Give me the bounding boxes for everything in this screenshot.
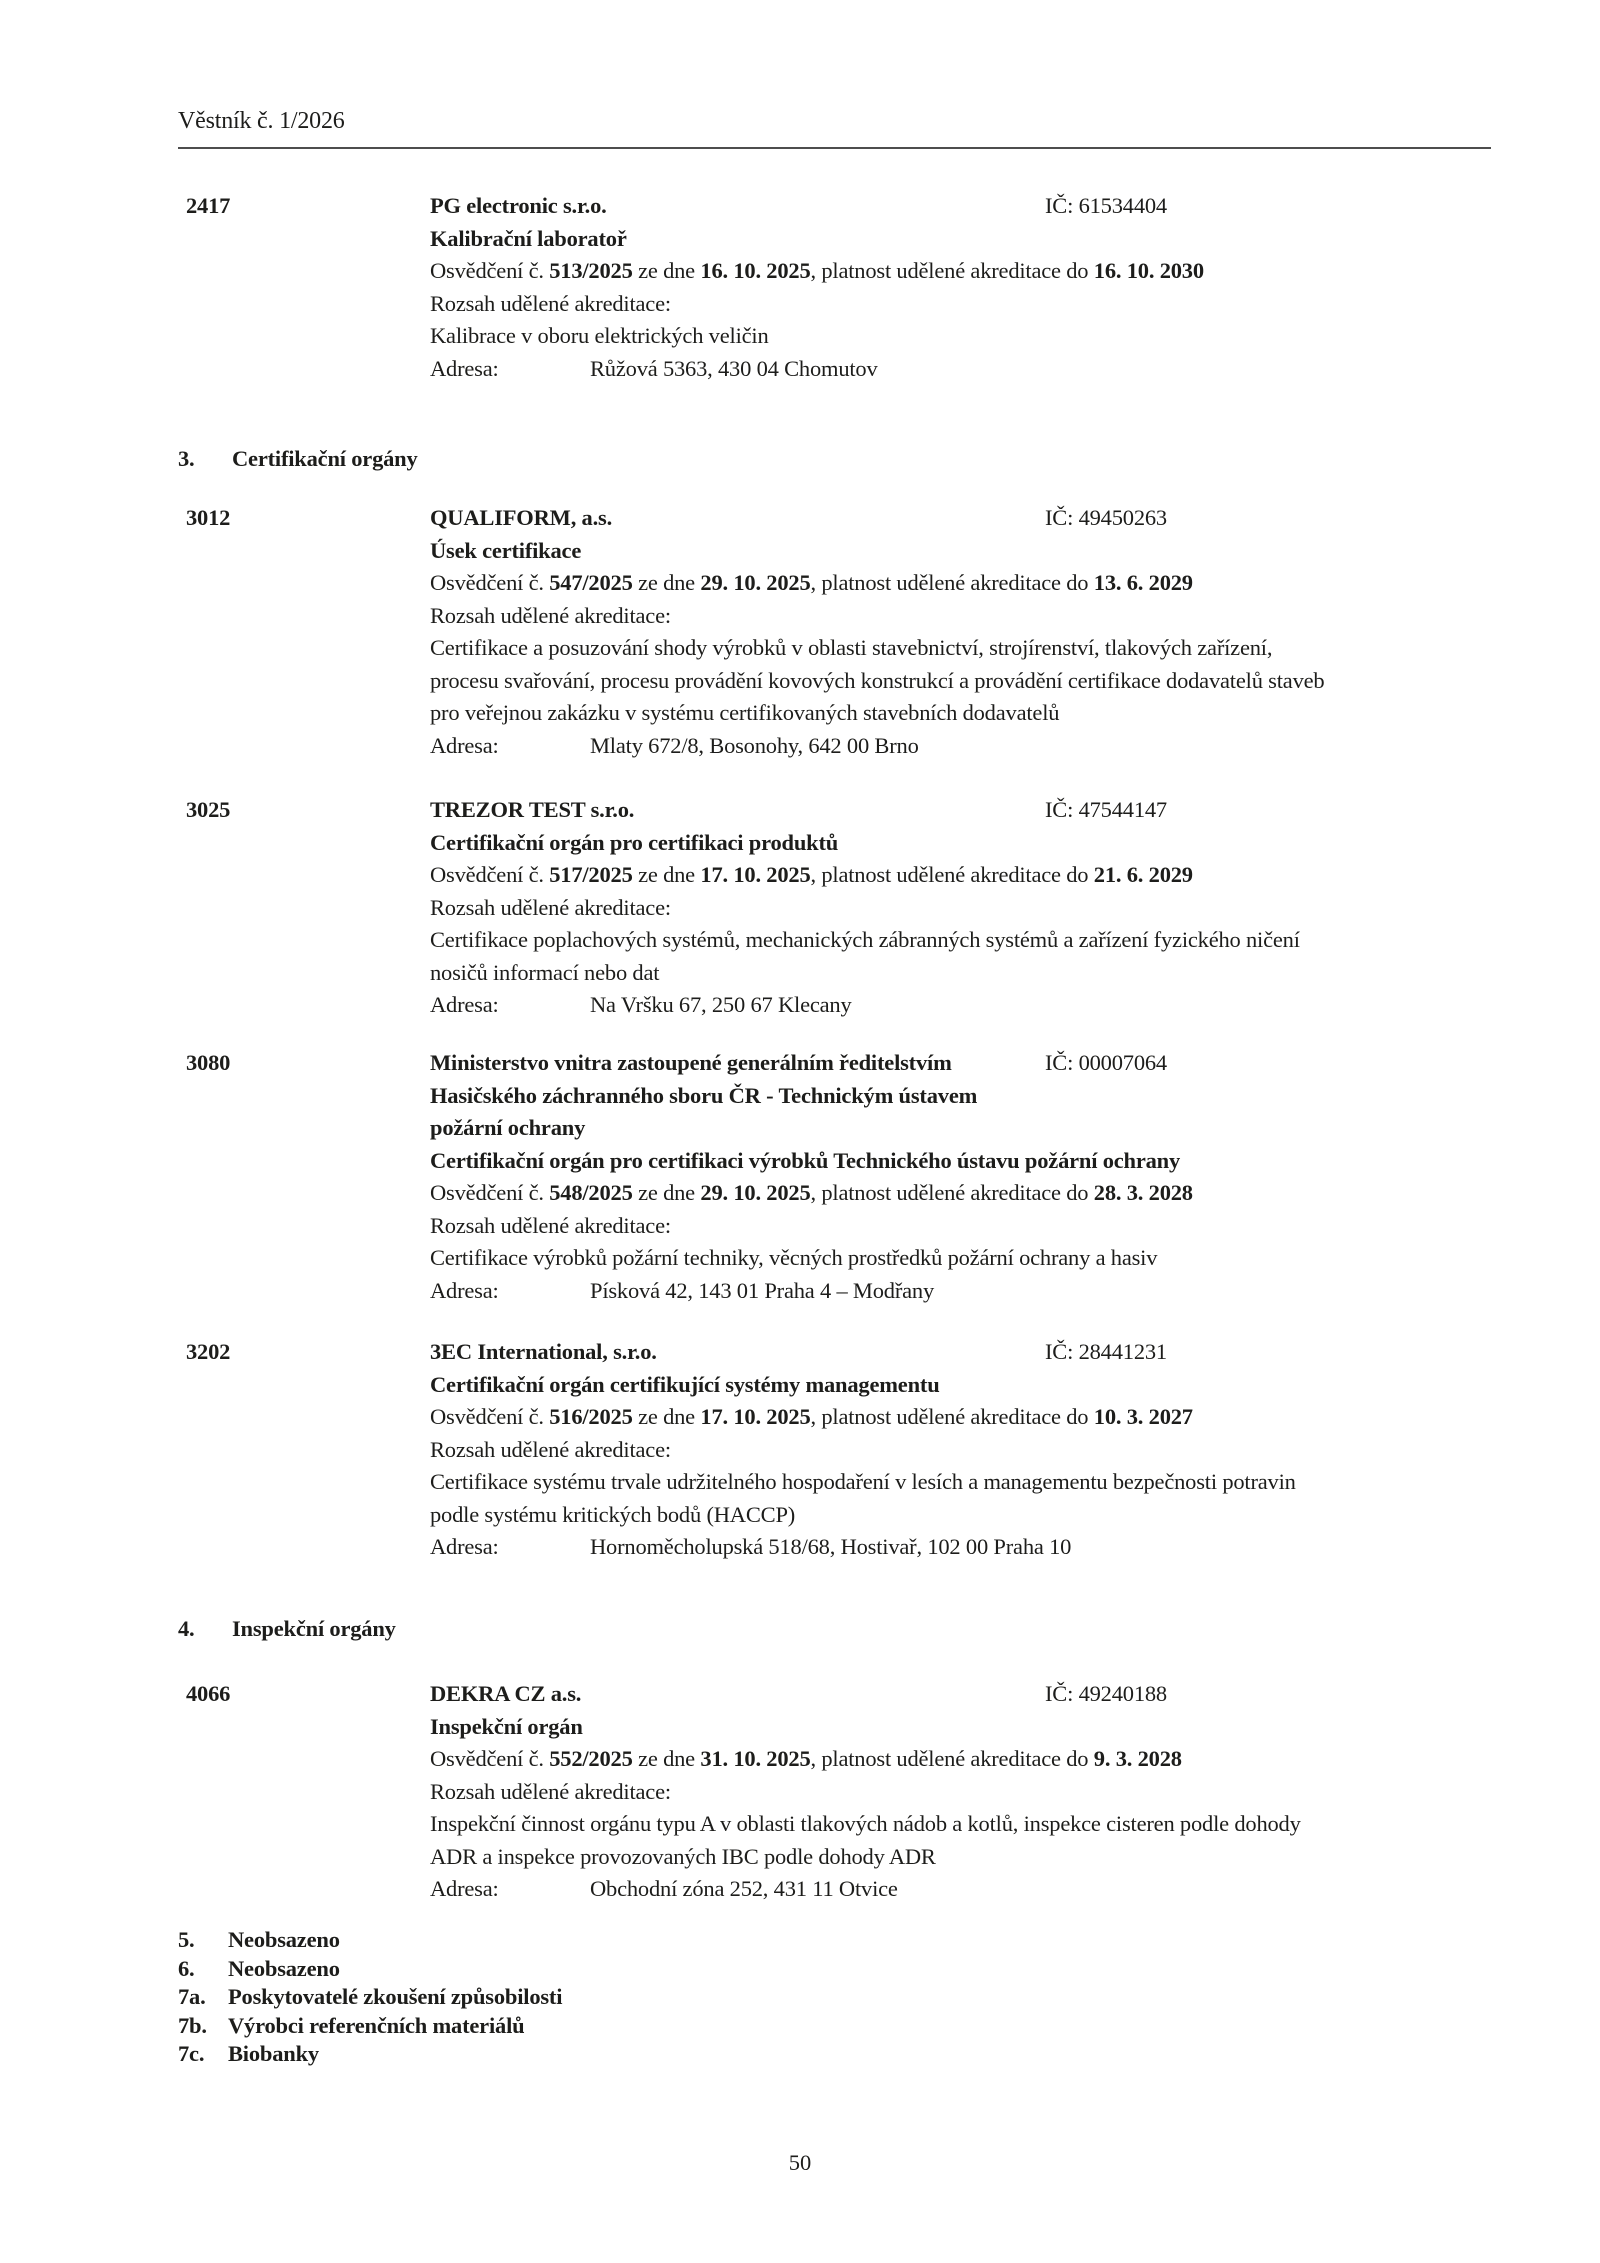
list-item-label: Výrobci referenčních materiálů — [228, 2012, 525, 2038]
certificate-issue-date: 29. 10. 2025 — [700, 570, 811, 595]
certificate-valid-until: 13. 6. 2029 — [1093, 570, 1193, 595]
bottom-section-list — [178, 1926, 1498, 2069]
list-item-label: Neobsazeno — [228, 1927, 340, 1952]
address-label: Adresa: — [430, 355, 499, 381]
list-item-number: 7b. — [178, 2012, 207, 2038]
scope-label: Rozsah udělené akreditace: — [430, 894, 671, 920]
entry-name: TREZOR TEST s.r.o. — [430, 797, 635, 822]
address-label: Adresa: — [430, 992, 499, 1017]
certificate-mid2: , platnost udělené akreditace do — [810, 862, 1094, 887]
certificate-line — [430, 1743, 1498, 1776]
certificate-valid-until: 28. 3. 2028 — [1093, 1180, 1193, 1205]
address-line — [430, 1275, 1498, 1308]
certificate-number: 552/2025 — [549, 1746, 633, 1771]
entry-ic-number: IČ: 28441231 — [1045, 1339, 1167, 1364]
list-item-label: Neobsazeno — [228, 1955, 340, 1981]
address-line — [430, 353, 1498, 386]
address-value: Na Vršku 67, 250 67 Klecany — [590, 992, 852, 1017]
address-value: Obchodní zóna 252, 431 11 Otvice — [590, 1876, 898, 1901]
list-item-label: Poskytovatelé zkoušení způsobilosti — [228, 1984, 563, 2009]
certificate-prefix: Osvědčení č. — [430, 258, 550, 283]
entry-name: Ministerstvo vnitra zastoupené generálním ředitelstvím — [430, 1050, 952, 1075]
list-item — [178, 1983, 1498, 2012]
certificate-number: 517/2025 — [549, 862, 633, 887]
certificate-prefix: Osvědčení č. — [430, 570, 550, 595]
address-value: Mlaty 672/8, Bosonohy, 642 00 Brno — [590, 732, 919, 758]
certificate-number: 548/2025 — [549, 1180, 633, 1205]
scope-line: Certifikace poplachových systémů, mechanických zábranných systémů a zařízení fyzického ničení — [430, 927, 1300, 952]
accreditation-entry-3012 — [178, 502, 1498, 762]
address-label: Adresa: — [430, 1277, 499, 1303]
scope-label: Rozsah udělené akreditace: — [430, 290, 671, 316]
certificate-line — [430, 1401, 1498, 1434]
certificate-issue-date: 17. 10. 2025 — [700, 1404, 811, 1429]
certificate-mid2: , platnost udělené akreditace do — [810, 1746, 1094, 1771]
certificate-prefix: Osvědčení č. — [430, 1180, 550, 1205]
entry-id: 3012 — [186, 505, 231, 530]
entry-name: Hasičského záchranného sboru ČR - Technickým ústavem — [430, 1082, 978, 1108]
section-heading-inspection-bodies — [178, 1613, 1498, 1646]
certificate-mid2: , platnost udělené akreditace do — [810, 258, 1094, 283]
certificate-line — [430, 255, 1498, 288]
page-number: 50 — [788, 2150, 812, 2175]
entry-subtitle: Certifikační orgán certifikující systémy managementu — [430, 1371, 940, 1397]
entry-ic-number: IČ: 47544147 — [1045, 797, 1167, 822]
certificate-issue-date: 17. 10. 2025 — [700, 862, 811, 887]
entry-name: QUALIFORM, a.s. — [430, 505, 612, 530]
page-header-title: Věstník č. 1/2026 — [178, 108, 345, 134]
certificate-valid-until: 9. 3. 2028 — [1093, 1746, 1182, 1771]
scope-label: Rozsah udělené akreditace: — [430, 1778, 671, 1804]
certificate-line — [430, 859, 1498, 892]
scope-line: Inspekční činnost orgánu typu A v oblasti tlakových nádob a kotlů, inspekce cisteren podle dohody — [430, 1811, 1301, 1836]
list-item-number: 5. — [178, 1927, 195, 1952]
entry-ic-number: IČ: 00007064 — [1045, 1050, 1167, 1075]
certificate-mid2: , platnost udělené akreditace do — [810, 1404, 1094, 1429]
list-item-label: Biobanky — [228, 2041, 319, 2066]
certificate-mid1: ze dne — [632, 258, 701, 283]
section-title: Certifikační orgány — [232, 446, 418, 471]
certificate-mid1: ze dne — [632, 1746, 701, 1771]
scope-line: ADR a inspekce provozovaných IBC podle dohody ADR — [430, 1843, 936, 1869]
list-item — [178, 1955, 1498, 1984]
entry-name: PG electronic s.r.o. — [430, 193, 607, 218]
entry-id: 3080 — [186, 1050, 231, 1075]
entry-subtitle: Certifikační orgán pro certifikaci produktů — [430, 829, 839, 855]
address-value: Růžová 5363, 430 04 Chomutov — [590, 355, 878, 381]
certificate-mid2: , platnost udělené akreditace do — [810, 1180, 1094, 1205]
certificate-valid-until: 10. 3. 2027 — [1093, 1404, 1193, 1429]
accreditation-entry-4066 — [178, 1678, 1498, 1906]
entry-ic-number: IČ: 49450263 — [1045, 505, 1167, 530]
certificate-prefix: Osvědčení č. — [430, 1404, 550, 1429]
certificate-issue-date: 29. 10. 2025 — [700, 1180, 811, 1205]
list-item — [178, 1926, 1498, 1955]
scope-label: Rozsah udělené akreditace: — [430, 602, 671, 628]
scope-line: Certifikace výrobků požární techniky, věcných prostředků požární ochrany a hasiv — [430, 1245, 1158, 1270]
list-item-number: 7c. — [178, 2041, 205, 2066]
entry-ic-number: IČ: 61534404 — [1045, 193, 1167, 218]
list-item — [178, 2012, 1498, 2041]
entry-name: požární ochrany — [430, 1115, 586, 1140]
scope-label: Rozsah udělené akreditace: — [430, 1436, 671, 1462]
certificate-line — [430, 1177, 1498, 1210]
entry-ic-number: IČ: 49240188 — [1045, 1681, 1167, 1706]
certificate-line — [430, 567, 1498, 600]
scope-line: procesu svařování, procesu provádění kovových konstrukcí a provádění certifikace dodavatelů staveb — [430, 667, 1325, 693]
list-item — [178, 2040, 1498, 2069]
address-label: Adresa: — [430, 1876, 499, 1901]
address-line — [430, 730, 1498, 763]
certificate-prefix: Osvědčení č. — [430, 1746, 550, 1771]
scope-line: nosičů informací nebo dat — [430, 959, 660, 985]
entry-name: DEKRA CZ a.s. — [430, 1681, 582, 1706]
entry-subtitle: Kalibrační laboratoř — [430, 225, 627, 251]
certificate-number: 547/2025 — [549, 570, 633, 595]
address-line — [430, 989, 1498, 1022]
scope-line: podle systému kritických bodů (HACCP) — [430, 1501, 796, 1527]
scope-line: Kalibrace v oboru elektrických veličin — [430, 323, 769, 348]
certificate-valid-until: 16. 10. 2030 — [1093, 258, 1204, 283]
certificate-prefix: Osvědčení č. — [430, 862, 550, 887]
certificate-valid-until: 21. 6. 2029 — [1093, 862, 1193, 887]
certificate-mid2: , platnost udělené akreditace do — [810, 570, 1094, 595]
address-value: Písková 42, 143 01 Praha 4 – Modřany — [590, 1277, 935, 1303]
entry-subtitle: Úsek certifikace — [430, 537, 582, 563]
header-rule — [178, 147, 1491, 149]
entry-id: 2417 — [186, 193, 231, 218]
accreditation-entry-2417 — [178, 190, 1498, 385]
entry-id: 4066 — [186, 1681, 231, 1706]
entry-subtitle: Inspekční orgán — [430, 1713, 583, 1739]
certificate-number: 513/2025 — [549, 258, 633, 283]
entry-subtitle: Certifikační orgán pro certifikaci výrobků Technického ústavu požární ochrany — [430, 1147, 1181, 1173]
entry-id: 3202 — [186, 1339, 231, 1364]
address-line — [430, 1873, 1498, 1906]
list-item-number: 6. — [178, 1955, 195, 1981]
section-number: 4. — [178, 1616, 195, 1641]
address-line — [430, 1531, 1498, 1564]
certificate-mid1: ze dne — [632, 1180, 701, 1205]
scope-line: pro veřejnou zakázku v systému certifikovaných stavebních dodavatelů — [430, 700, 1060, 725]
scope-label: Rozsah udělené akreditace: — [430, 1212, 671, 1238]
certificate-mid1: ze dne — [632, 862, 701, 887]
entry-id: 3025 — [186, 797, 231, 822]
section-number: 3. — [178, 446, 195, 471]
address-label: Adresa: — [430, 1534, 499, 1559]
certificate-mid1: ze dne — [632, 570, 701, 595]
entry-name: 3EC International, s.r.o. — [430, 1339, 657, 1364]
accreditation-entry-3025 — [178, 794, 1498, 1022]
certificate-mid1: ze dne — [632, 1404, 701, 1429]
scope-line: Certifikace a posuzování shody výrobků v oblasti stavebnictví, strojírenství, tlakových zařízení, — [430, 635, 1273, 660]
accreditation-entry-3202 — [178, 1336, 1498, 1564]
certificate-number: 516/2025 — [549, 1404, 633, 1429]
address-value: Hornoměcholupská 518/68, Hostivař, 102 00 Praha 10 — [590, 1534, 1072, 1559]
section-heading-certification-bodies — [178, 443, 1498, 476]
certificate-issue-date: 31. 10. 2025 — [700, 1746, 811, 1771]
scope-line: Certifikace systému trvale udržitelného hospodaření v lesích a managementu bezpečnosti potravin — [430, 1469, 1296, 1494]
section-title: Inspekční orgány — [232, 1616, 396, 1641]
address-label: Adresa: — [430, 732, 499, 758]
accreditation-entry-3080 — [178, 1047, 1498, 1307]
list-item-number: 7a. — [178, 1984, 206, 2009]
certificate-issue-date: 16. 10. 2025 — [700, 258, 811, 283]
